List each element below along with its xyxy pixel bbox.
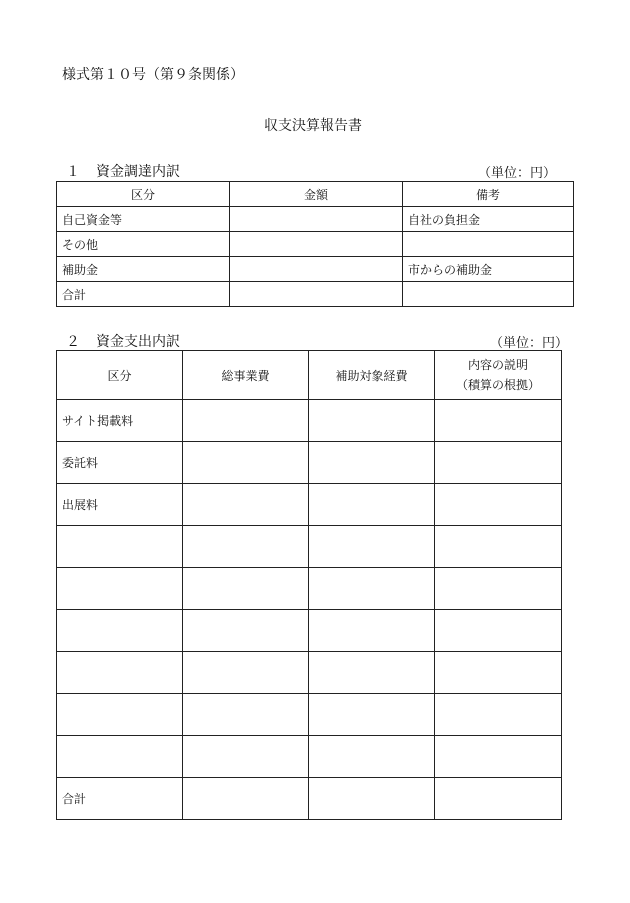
expenditure-row — [57, 610, 562, 652]
expenditure-total[interactable] — [183, 568, 309, 610]
section1-title: 資金調達内訳 — [96, 164, 180, 180]
expenditure-category: 合計 — [57, 778, 183, 820]
expenditure-description[interactable] — [435, 610, 562, 652]
expenditure-description[interactable] — [435, 442, 562, 484]
expenditure-eligible[interactable] — [309, 526, 435, 568]
expenditure-header-description-line2: （積算の根拠） — [455, 378, 540, 392]
funding-note[interactable] — [403, 232, 574, 257]
funding-row — [57, 257, 574, 282]
funding-amount[interactable] — [230, 232, 403, 257]
expenditure-total[interactable] — [183, 778, 309, 820]
expenditure-header-row — [57, 351, 562, 400]
expenditure-total[interactable] — [183, 526, 309, 568]
expenditure-table — [56, 350, 562, 820]
expenditure-row — [57, 568, 562, 610]
expenditure-description[interactable] — [435, 484, 562, 526]
expenditure-header-description — [435, 351, 562, 400]
expenditure-header-description-line1: 内容の説明 — [467, 358, 528, 372]
funding-category: 自己資金等 — [57, 207, 230, 232]
expenditure-description[interactable] — [435, 526, 562, 568]
expenditure-description[interactable] — [435, 778, 562, 820]
expenditure-description[interactable] — [435, 694, 562, 736]
expenditure-category[interactable] — [57, 736, 183, 778]
section1-heading — [66, 161, 180, 181]
section1-unit: （単位：円） — [478, 166, 557, 181]
funding-header-amount: 金額 — [230, 182, 403, 207]
funding-amount[interactable] — [230, 257, 403, 282]
expenditure-row — [57, 652, 562, 694]
expenditure-category[interactable] — [57, 568, 183, 610]
expenditure-total[interactable] — [183, 400, 309, 442]
expenditure-eligible[interactable] — [309, 442, 435, 484]
expenditure-header-eligible: 補助対象経費 — [309, 351, 435, 400]
expenditure-category[interactable] — [57, 610, 183, 652]
expenditure-total[interactable] — [183, 610, 309, 652]
funding-note: 市からの補助金 — [403, 257, 574, 282]
expenditure-category[interactable] — [57, 526, 183, 568]
expenditure-category[interactable] — [57, 694, 183, 736]
document-title: 収支決算報告書 — [264, 118, 362, 134]
expenditure-description[interactable] — [435, 400, 562, 442]
expenditure-row — [57, 694, 562, 736]
funding-amount[interactable] — [230, 207, 403, 232]
funding-category: 合計 — [57, 282, 230, 307]
expenditure-category[interactable] — [57, 652, 183, 694]
funding-note[interactable] — [403, 282, 574, 307]
funding-category: その他 — [57, 232, 230, 257]
section2-heading — [66, 331, 180, 351]
expenditure-category: サイト掲載料 — [57, 400, 183, 442]
expenditure-eligible[interactable] — [309, 778, 435, 820]
expenditure-total[interactable] — [183, 694, 309, 736]
funding-row — [57, 207, 574, 232]
funding-amount[interactable] — [230, 282, 403, 307]
expenditure-eligible[interactable] — [309, 652, 435, 694]
expenditure-total[interactable] — [183, 652, 309, 694]
expenditure-category: 出展料 — [57, 484, 183, 526]
section2-title: 資金支出内訳 — [96, 334, 180, 350]
expenditure-description[interactable] — [435, 652, 562, 694]
expenditure-description[interactable] — [435, 736, 562, 778]
funding-note: 自社の負担金 — [403, 207, 574, 232]
expenditure-total[interactable] — [183, 736, 309, 778]
funding-header-row — [57, 182, 574, 207]
expenditure-eligible[interactable] — [309, 568, 435, 610]
expenditure-eligible[interactable] — [309, 736, 435, 778]
expenditure-row — [57, 442, 562, 484]
expenditure-category: 委託料 — [57, 442, 183, 484]
expenditure-row — [57, 484, 562, 526]
funding-total-row — [57, 282, 574, 307]
funding-header-note: 備考 — [403, 182, 574, 207]
funding-row — [57, 232, 574, 257]
expenditure-total-row — [57, 778, 562, 820]
expenditure-eligible[interactable] — [309, 484, 435, 526]
funding-table — [56, 181, 574, 307]
expenditure-row — [57, 526, 562, 568]
funding-category: 補助金 — [57, 257, 230, 282]
section2-unit: （単位：円） — [490, 336, 569, 351]
funding-header-category: 区分 — [57, 182, 230, 207]
section1-number: １ — [66, 164, 80, 180]
expenditure-total[interactable] — [183, 442, 309, 484]
form-number: 様式第１０号（第９条関係） — [62, 67, 244, 83]
expenditure-header-total: 総事業費 — [183, 351, 309, 400]
expenditure-description[interactable] — [435, 568, 562, 610]
expenditure-total[interactable] — [183, 484, 309, 526]
expenditure-eligible[interactable] — [309, 694, 435, 736]
expenditure-eligible[interactable] — [309, 610, 435, 652]
section2-number: ２ — [66, 334, 80, 350]
expenditure-eligible[interactable] — [309, 400, 435, 442]
expenditure-row — [57, 400, 562, 442]
expenditure-row — [57, 736, 562, 778]
expenditure-header-category: 区分 — [57, 351, 183, 400]
